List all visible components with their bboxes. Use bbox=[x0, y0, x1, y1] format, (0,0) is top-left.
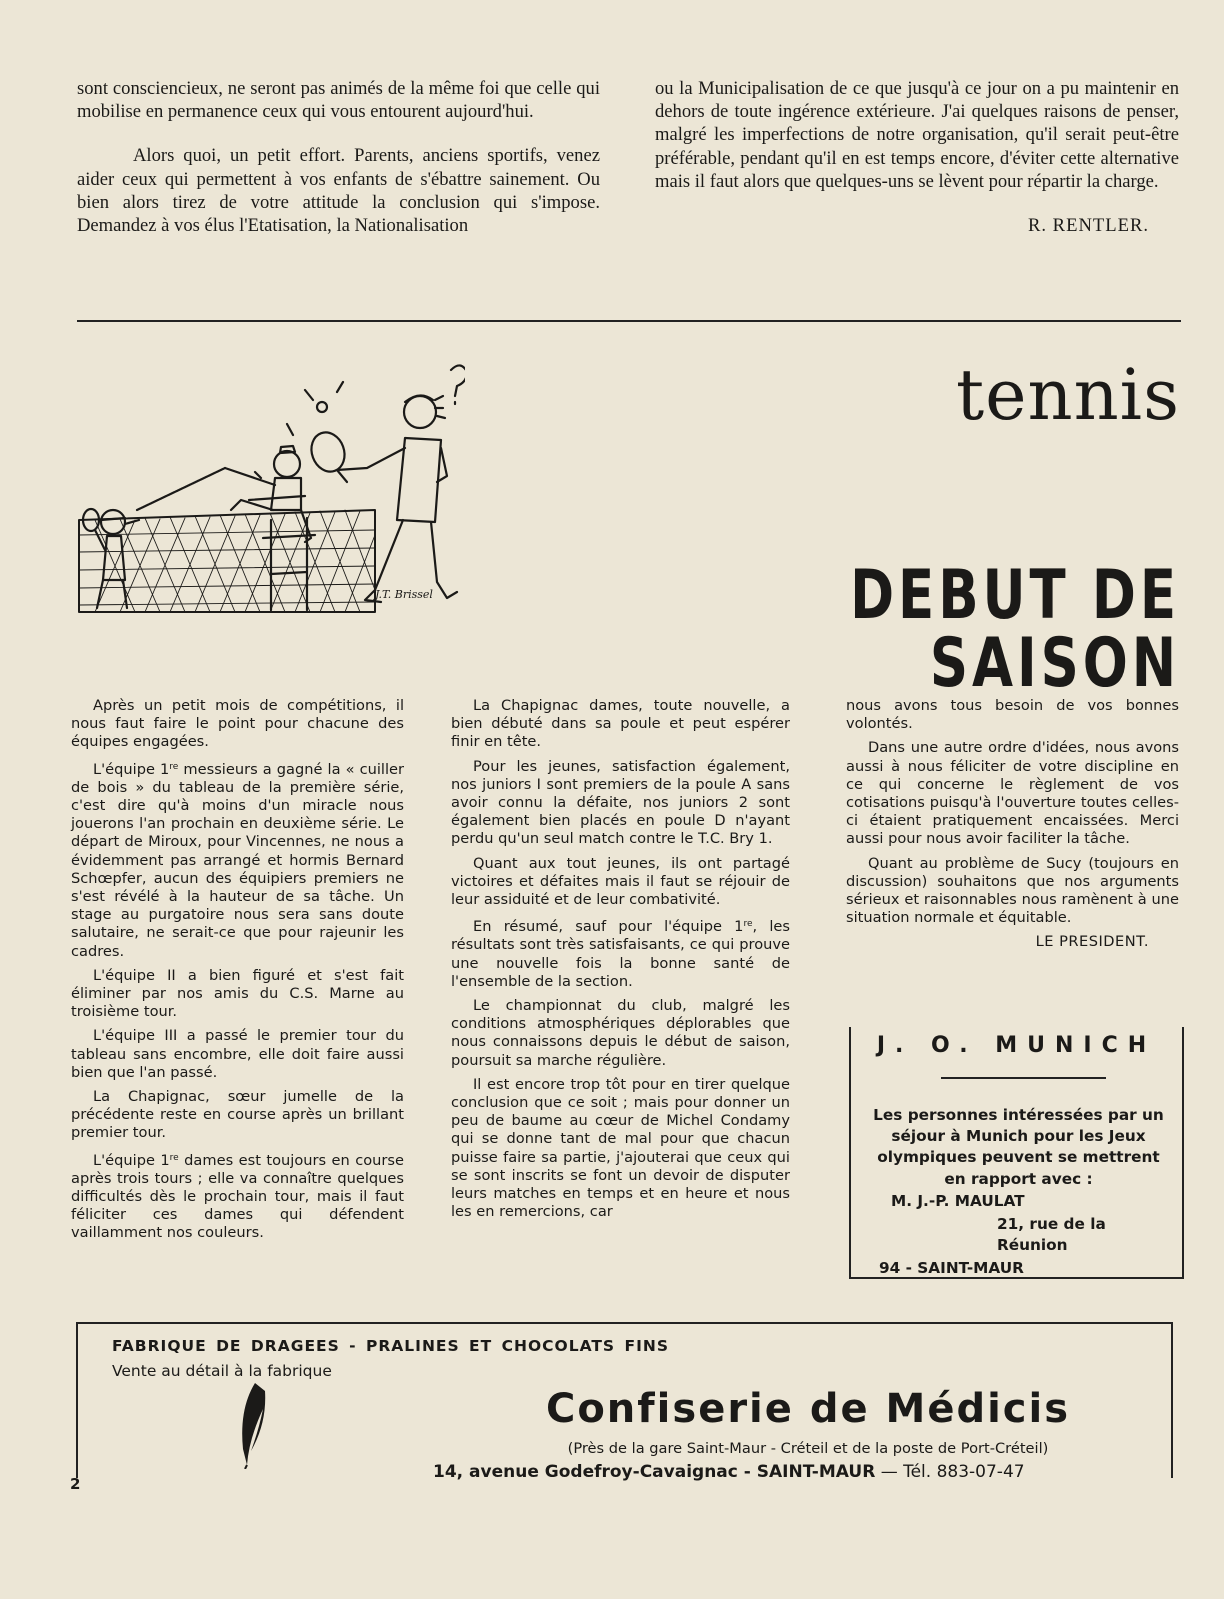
col3-paragraph-1: nous avons tous besoin de vos bonnes volontés. bbox=[846, 697, 1179, 733]
munich-city: 94 - SAINT-MAUR bbox=[879, 1259, 1024, 1278]
top-article-right-column bbox=[655, 77, 1179, 258]
top-article-signature: R. RENTLER. bbox=[1027, 215, 1149, 237]
munich-title-underline bbox=[941, 1077, 1106, 1079]
munich-notice-box bbox=[849, 1027, 1184, 1279]
ad-address: 14, avenue Godefroy-Cavaignac - SAINT-MAUR bbox=[433, 1462, 876, 1482]
col1-paragraph-4: L'équipe III a passé le premier tour du tableau sans encombre, elle doit faire aussi bien que l'an passé. bbox=[71, 1027, 404, 1081]
munich-body bbox=[869, 1105, 1168, 1280]
confiserie-advertisement bbox=[76, 1322, 1173, 1482]
col1-paragraph-5: La Chapignac, sœur jumelle de la précédente reste en course après un brillant premier tour. bbox=[71, 1088, 404, 1142]
ad-sales-line: Vente au détail à la fabrique bbox=[112, 1362, 332, 1380]
munich-contact-name: M. J.-P. MAULAT bbox=[891, 1191, 1025, 1210]
col2-paragraph-6: Il est encore trop tôt pour en tirer quelque conclusion que ce soit ; mais pour donner un peu de baume au cœur de Michel Condamy qui se donne tant de mal pour que chacun puisse faire sa partie, j'ajouterai que ceux qui se sont inscrits se font un devoir de disputer leurs matches en temps et en heure et nous les en remercions, car bbox=[451, 1075, 790, 1221]
top-left-paragraph-1: sont consciencieux, ne seront pas animés de la même foi que celle qui mobilise en permanence ceux qui vous entourent aujourd'hui. bbox=[77, 78, 600, 123]
article-column-2 bbox=[451, 697, 790, 1227]
munich-street: 21, rue de la Réunion bbox=[997, 1215, 1106, 1255]
munich-title: J. O. MUNICH bbox=[876, 1033, 1157, 1058]
ad-shop-name: Confiserie de Médicis bbox=[545, 1386, 1071, 1432]
feather-icon bbox=[233, 1379, 273, 1469]
col2-paragraph-3: Quant aux tout jeunes, ils ont partagé victoires et défaites mais il faut se réjouir de leur assiduité et de leur combativité. bbox=[451, 854, 790, 909]
top-article-left-column bbox=[77, 77, 600, 258]
ad-location-hint: (Près de la gare Saint-Maur - Créteil et de la poste de Port-Créteil) bbox=[567, 1440, 1049, 1457]
col1-paragraph-3: L'équipe II a bien figuré et s'est fait éliminer par nos amis du C.S. Marne au troisième tour. bbox=[71, 966, 404, 1021]
section-divider bbox=[77, 320, 1181, 322]
col2-paragraph-2: Pour les jeunes, satisfaction également, nos juniors I sont premiers de la poule A sans avoir connu la défaite, nos juniors 2 sont également bien placés en poule D n'ayant perdu qu'un seul match contre le T.C. Bry 1. bbox=[451, 757, 790, 848]
col2-paragraph-4: En résumé, sauf pour l'équipe 1re, les résultats sont très satisfaisants, ce qui prouve une nouvelle fois la bonne santé de l'ensemble de la section. bbox=[451, 918, 790, 990]
col1-paragraph-2: L'équipe 1re messieurs a gagné la « cuiller de bois » du tableau de la première série, c'est dire qu'à moins d'un miracle nous jouerons l'an prochain en deuxième série. Le départ de Miroux, pour Vincennes, ne nous a évidemment pas arrangé et hormis Bernard Schœpfer, aucun des équipiers premiers ne s'est révélé à la hauteur de sa tâche. Un stage au purgatoire nous sera sans doute salutaire, ne serait-ce que pour rajeunir les cadres. bbox=[71, 760, 404, 960]
col1-paragraph-1: Après un petit mois de compétitions, il nous faut faire le point pour chacune des équipes engagées. bbox=[71, 697, 404, 751]
ad-products-line: FABRIQUE DE DRAGEES - PRALINES ET CHOCOLATS FINS bbox=[112, 1337, 669, 1355]
col3-paragraph-2: Dans une autre ordre d'idées, nous avons aussi à nous féliciter de votre discipline en ce qui concerne le règlement de vos cotisations puisqu'à l'ouverture toutes celles-ci étaient pratiquement encaissées. Merci aussi pour nous avoir faciliter la tâche. bbox=[846, 739, 1179, 848]
top-right-paragraph-1: ou la Municipalisation de ce que jusqu'à ce jour on a pu maintenir en dehors de toute ingérence extérieure. J'ai quelques raisons de penser, malgré les imperfections de notre organisation, qu'il serait peut-être préférable, pendant qu'il en est temps encore, d'éviter cette alternative mais il faut alors que quelques-uns se lèvent pour répartir la charge. bbox=[655, 78, 1179, 192]
col1-paragraph-6: L'équipe 1re dames est toujours en course après trois tours ; elle va connaître quelques difficultés dès le prochain tour, mais il faut féliciter ces dames qui défendent vaillamment nos couleurs. bbox=[71, 1151, 404, 1242]
article-column-1 bbox=[71, 697, 404, 1249]
cartoon-signature: J.T. Brissel bbox=[375, 588, 433, 601]
ad-phone: — Tél. 883-07-47 bbox=[880, 1462, 1025, 1482]
article-column-3 bbox=[846, 697, 1179, 958]
munich-text: Les personnes intéressées par un séjour à Munich pour les Jeux olympiques peuvent se mettrent en rapport avec : bbox=[873, 1106, 1164, 1188]
col2-paragraph-5: Le championnat du club, malgré les conditions atmosphériques déplorables que nous connaissons depuis le début de saison, poursuit sa marche régulière. bbox=[451, 997, 790, 1069]
col2-paragraph-1: La Chapignac dames, toute nouvelle, a bien débuté dans sa poule et peut espérer finir en tête. bbox=[451, 697, 790, 751]
article-signature: LE PRESIDENT. bbox=[1035, 933, 1149, 951]
article-headline: DEBUT DE SAISON bbox=[850, 556, 1180, 703]
col3-paragraph-3: Quant au problème de Sucy (toujours en discussion) souhaitons que nos arguments sérieux et raisonnables nous ramènent à une situation normale et équitable. bbox=[846, 854, 1179, 927]
section-kicker: tennis bbox=[955, 354, 1180, 436]
tennis-cartoon-illustration bbox=[75, 360, 465, 630]
ad-address-line bbox=[433, 1462, 1173, 1482]
page-number: 2 bbox=[70, 1475, 81, 1493]
top-left-paragraph-2: Alors quoi, un petit effort. Parents, anciens sportifs, venez aider ceux qui permettent à vos enfants de s'ébattre sainement. Ou bien alors tirez de votre attitude la conclusion qui s'impose. Demandez à vos élus l'Etatisation, la Nationalisation bbox=[77, 145, 600, 237]
